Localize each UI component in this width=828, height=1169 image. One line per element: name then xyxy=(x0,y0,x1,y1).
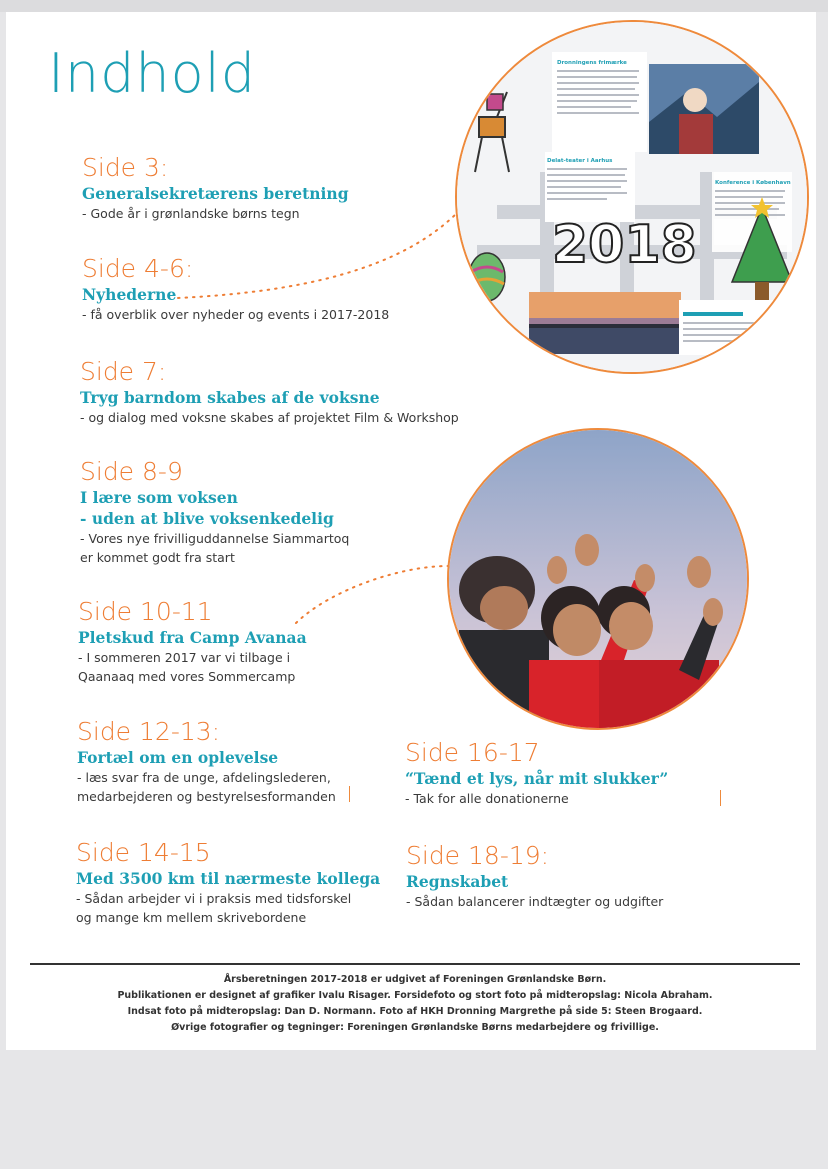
colophon-line: Øvrige fotografier og tegninger: Foreningen Grønlandske Børns medarbejdere og frivillige. xyxy=(171,1022,659,1033)
toc-description: - og dialog med voksne skabes af projektet Film & Workshop xyxy=(80,410,459,425)
toc-page-number: Side 3: xyxy=(82,153,169,182)
toc-description: - Sådan balancerer indtægter og udgifter xyxy=(406,894,664,909)
toc-page-number: Side 8-9 xyxy=(80,457,183,486)
toc-heading: Generalsekretærens beretning xyxy=(82,184,349,203)
toc-description-line2: er kommet godt fra start xyxy=(80,550,235,565)
toc-heading: Fortæl om en oplevelse xyxy=(77,748,279,767)
colophon xyxy=(30,972,800,1036)
toc-description-line2: medarbejderen og bestyrelsesformanden xyxy=(77,789,336,804)
collage-article-title: Delat-teater i Aarhus xyxy=(547,158,613,164)
toc-heading-line2: - uden at blive voksenkedelig xyxy=(80,509,334,528)
footer-divider xyxy=(30,963,800,965)
colophon-line: Indsat foto på midteropslag: Dan D. Normann. Foto af HKH Dronning Margrethe på side 5: Steen Brogaard. xyxy=(127,1006,703,1017)
toc-description-line2: Qaanaaq med vores Sommercamp xyxy=(78,669,296,684)
toc-description-line2: og mange km mellem skrivebordene xyxy=(76,910,307,925)
toc-heading: Nyhederne xyxy=(82,285,177,304)
toc-heading: I lære som voksen xyxy=(80,488,238,507)
news-collage-circle xyxy=(455,20,809,374)
toc-page-number: Side 12-13: xyxy=(77,717,221,746)
toc-page-number: Side 4-6: xyxy=(82,254,194,283)
toc-description: - Sådan arbejder vi i praksis med tidsforskel xyxy=(76,891,352,906)
toc-page-number: Side 16-17 xyxy=(405,738,540,767)
collage-article-title: Konference i København xyxy=(715,180,791,186)
toc-description: - I sommeren 2017 var vi tilbage i xyxy=(78,650,291,665)
toc-description: - Tak for alle donationerne xyxy=(405,791,569,806)
colophon-line: Årsberetningen 2017-2018 er udgivet af Foreningen Grønlandske Børn. xyxy=(223,974,607,985)
camp-photo-circle xyxy=(447,428,749,730)
children-photo xyxy=(449,430,747,728)
news-collage-image xyxy=(457,22,807,372)
page-title: Indhold xyxy=(48,42,256,105)
toc-heading: “Tænd et lys, når mit slukker” xyxy=(405,769,669,788)
toc-description: - læs svar fra de unge, afdelingslederen, xyxy=(77,770,331,785)
toc-heading: Pletskud fra Camp Avanaa xyxy=(78,628,307,647)
toc-description: - få overblik over nyheder og events i 2017-2018 xyxy=(82,307,390,322)
toc-heading: Med 3500 km til nærmeste kollega xyxy=(76,869,381,888)
colophon-line: Publikationen er designet af grafiker Ivalu Risager. Forsidefoto og stort foto på midteropslag: Nicola Abraham. xyxy=(117,990,713,1001)
toc-page-number: Side 10-11 xyxy=(78,597,213,626)
toc-page-number: Side 7: xyxy=(80,357,167,386)
toc-description: - Gode år i grønlandske børns tegn xyxy=(82,206,300,221)
collage-article-title: Dronningens frimærke xyxy=(557,60,627,66)
toc-page-number: Side 14-15 xyxy=(76,838,211,867)
toc-page-number: Side 18-19: xyxy=(406,841,550,870)
toc-heading: Tryg barndom skabes af de voksne xyxy=(80,388,380,407)
toc-description: - Vores nye frivilliguddannelse Siammartoq xyxy=(80,531,350,546)
collage-year-drawing: 2018 xyxy=(552,215,697,275)
toc-heading: Regnskabet xyxy=(406,872,509,891)
